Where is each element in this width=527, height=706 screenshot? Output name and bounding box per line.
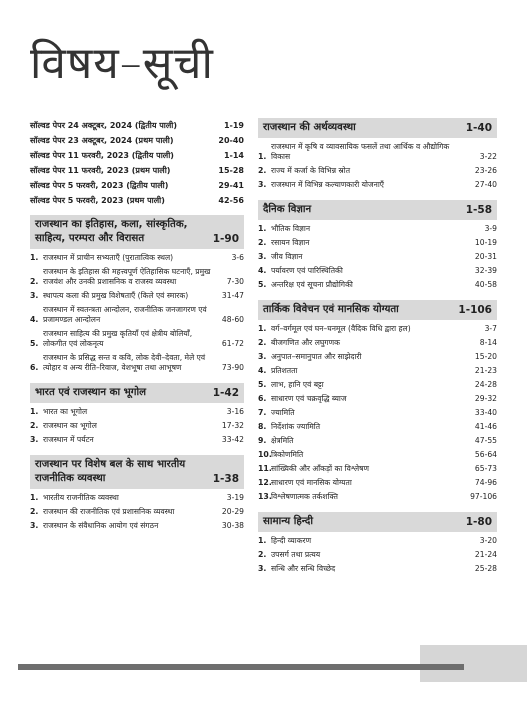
item-title: साधारण एवं चक्रवृद्धि ब्याज — [271, 394, 347, 403]
item-number: 13. — [258, 492, 272, 501]
item-number: 3. — [258, 352, 267, 361]
toc-section — [258, 300, 497, 505]
toc-item[interactable] — [30, 290, 244, 304]
item-number: 12. — [258, 478, 272, 487]
item-number: 3. — [30, 435, 39, 444]
section-header[interactable] — [30, 455, 244, 489]
section-title: तार्किक विवेचन एवं मानसिक योग्यता — [263, 304, 399, 315]
toc-item[interactable] — [30, 266, 244, 290]
toc-item[interactable] — [258, 563, 497, 577]
item-number: 9. — [258, 436, 267, 445]
toc-item[interactable] — [258, 265, 497, 279]
item-pages: 33-40 — [474, 408, 497, 417]
item-pages: 3-20 — [479, 536, 497, 545]
toc-item[interactable] — [258, 435, 497, 449]
item-number: 1. — [258, 152, 267, 161]
item-title: भारत का भूगोल — [43, 407, 88, 416]
toc-item[interactable] — [258, 279, 497, 293]
item-number: 2. — [30, 421, 39, 430]
item-number: 5. — [30, 339, 39, 348]
item-title: राजस्थान में विभिन्न कल्याणकारी योजनाएँ — [271, 180, 384, 189]
item-title: भारतीय राजनीतिक व्यवस्था — [43, 493, 119, 502]
right-sections — [258, 118, 497, 577]
toc-item[interactable] — [258, 165, 497, 179]
item-number: 1. — [258, 224, 267, 233]
item-pages: 20-29 — [221, 507, 244, 516]
toc-section — [30, 215, 244, 376]
item-pages: 30-38 — [221, 521, 244, 530]
item-number: 10. — [258, 450, 272, 459]
item-title: वर्ग–वर्गमूल एवं घन–घनमूल (वैदिक विधि द्वारा हल) — [271, 324, 411, 333]
toc-item[interactable] — [30, 304, 244, 328]
item-pages: 40-58 — [474, 280, 497, 289]
toc-item[interactable] — [258, 491, 497, 505]
paper-entry[interactable] — [30, 178, 244, 193]
paper-label: सॉल्वड पेपर 24 अक्टूबर, 2024 (द्वितीय पाली) — [30, 121, 178, 130]
toc-item[interactable] — [30, 352, 244, 376]
left-column — [30, 118, 244, 541]
item-pages: 32-39 — [474, 266, 497, 275]
toc-item[interactable] — [258, 179, 497, 193]
section-pages: 1-38 — [212, 473, 239, 485]
item-number: 3. — [258, 252, 267, 261]
item-title: राजस्थान के संवैधानिक आयोग एवं संगठन — [43, 521, 159, 530]
item-title: राजस्थान की राजनीतिक एवं प्रशासनिक व्यवस्था — [43, 507, 175, 516]
item-number: 3. — [258, 564, 267, 573]
section-items — [30, 403, 244, 448]
item-title: स्थापत्य कला की प्रमुख विशेषताएँ (किले एवं स्मारक) — [43, 291, 189, 300]
toc-item[interactable] — [30, 252, 244, 266]
item-pages: 56-64 — [474, 450, 497, 459]
paper-entry[interactable] — [30, 118, 244, 133]
item-number: 2. — [258, 166, 267, 175]
toc-item[interactable] — [258, 223, 497, 237]
item-number: 1. — [30, 407, 39, 416]
item-pages: 33-42 — [221, 435, 244, 444]
item-number: 5. — [258, 380, 267, 389]
item-pages: 3-16 — [226, 407, 244, 416]
item-title: राजस्थान साहित्य की प्रमुख कृतियाँ एवं क्षेत्रीय बोलियाँ, लोकगीत एवं लोकनृत्य — [43, 329, 193, 348]
item-pages: 23-26 — [474, 166, 497, 175]
item-number: 1. — [30, 493, 39, 502]
item-title: राजस्थान में पर्यटन — [43, 435, 94, 444]
toc-section — [258, 512, 497, 577]
item-title: अन्तरिक्ष एवं सूचना प्रौद्योगिकी — [271, 280, 353, 289]
toc-item[interactable] — [258, 337, 497, 351]
toc-item[interactable] — [258, 323, 497, 337]
item-title: राजस्थान का भूगोल — [43, 421, 97, 430]
item-pages: 10-19 — [474, 238, 497, 247]
item-number: 8. — [258, 422, 267, 431]
item-pages: 3-19 — [226, 493, 244, 502]
item-title: पर्यावरण एवं पारिस्थितिकी — [271, 266, 343, 275]
item-title: राजस्थान के प्रसिद्ध सन्त व कवि, लोक देवी–देवता, मेले एवं त्योहार व अन्य रीति–रिवाज, वेशभूषा तथा आभूषण — [43, 353, 206, 372]
item-pages: 97-106 — [470, 492, 497, 501]
section-header[interactable] — [258, 512, 497, 532]
left-sections — [30, 215, 244, 534]
item-title: विश्लेषणात्मक तर्कशक्ति — [271, 492, 338, 501]
section-header[interactable] — [30, 215, 244, 249]
toc-item[interactable] — [258, 407, 497, 421]
item-title: हिन्दी व्याकरण — [271, 536, 312, 545]
item-number: 2. — [258, 238, 267, 247]
item-title: त्रिकोणमिति — [271, 450, 304, 459]
item-number: 1. — [30, 253, 39, 262]
section-pages: 1-42 — [212, 387, 239, 399]
item-pages: 8-14 — [479, 338, 497, 347]
paper-entry[interactable] — [30, 133, 244, 148]
toc-item[interactable] — [258, 251, 497, 265]
item-number: 4. — [30, 315, 39, 324]
section-title: राजस्थान की अर्थव्यवस्था — [263, 122, 356, 133]
item-number: 7. — [258, 408, 267, 417]
toc-section — [258, 200, 497, 293]
item-title: अनुपात–समानुपात और साझेदारी — [271, 352, 362, 361]
item-pages: 3-22 — [479, 152, 497, 161]
toc-item[interactable] — [258, 421, 497, 435]
toc-item[interactable] — [258, 449, 497, 463]
toc-section — [30, 455, 244, 534]
item-title: ज्यामिति — [271, 408, 295, 417]
item-pages: 29-32 — [474, 394, 497, 403]
item-pages: 74-96 — [474, 478, 497, 487]
item-number: 6. — [30, 363, 39, 372]
item-number: 5. — [258, 280, 267, 289]
item-pages: 15-20 — [474, 352, 497, 361]
toc-item[interactable] — [30, 434, 244, 448]
section-items — [30, 249, 244, 376]
item-number: 4. — [258, 366, 267, 375]
section-pages: 1-58 — [465, 204, 492, 216]
section-title: राजस्थान का इतिहास, कला, सांस्कृतिक, साहित्य, परम्परा और विरासत — [35, 219, 188, 244]
section-items — [258, 138, 497, 193]
toc-item[interactable] — [30, 520, 244, 534]
item-title: सन्धि और सन्धि विच्छेद — [271, 564, 336, 573]
item-number: 11. — [258, 464, 272, 473]
item-pages: 7-30 — [226, 277, 244, 286]
section-title: भारत एवं राजस्थान का भूगोल — [35, 387, 147, 398]
paper-entry[interactable] — [30, 163, 244, 178]
paper-pages: 29-41 — [218, 181, 244, 190]
item-title: प्रतिशतता — [271, 366, 298, 375]
item-number: 2. — [30, 507, 39, 516]
section-header[interactable] — [258, 118, 497, 138]
paper-label: सॉल्वड पेपर 11 फरवरी, 2023 (द्वितीय पाली) — [30, 151, 174, 160]
item-title: साधारण एवं मानसिक योग्यता — [271, 478, 352, 487]
paper-pages: 15-28 — [218, 166, 244, 175]
item-number: 2. — [258, 550, 267, 559]
item-title: लाभ, हानि एवं बट्टा — [271, 380, 324, 389]
toc-item[interactable] — [30, 420, 244, 434]
item-number: 3. — [30, 521, 39, 530]
toc-item[interactable] — [30, 506, 244, 520]
item-title: निर्देशांक ज्यामिति — [271, 422, 321, 431]
paper-pages: 1-19 — [223, 121, 244, 130]
toc-item[interactable] — [258, 237, 497, 251]
section-items — [258, 220, 497, 293]
item-pages: 3-7 — [484, 324, 497, 333]
paper-label: सॉल्वड पेपर 11 फरवरी, 2023 (प्रथम पाली) — [30, 166, 171, 175]
toc-section — [30, 383, 244, 448]
section-title: राजस्थान पर विशेष बल के साथ भारतीय राजनीतिक व्यवस्था — [35, 459, 186, 484]
item-number: 2. — [30, 277, 39, 286]
paper-label: सॉल्वड पेपर 5 फरवरी, 2023 (प्रथम पाली) — [30, 196, 165, 205]
paper-pages: 20-40 — [218, 136, 244, 145]
item-pages: 25-28 — [474, 564, 497, 573]
toc-item[interactable] — [30, 492, 244, 506]
paper-label: सॉल्वड पेपर 23 अक्टूबर, 2024 (प्रथम पाली) — [30, 136, 174, 145]
section-pages: 1-106 — [458, 304, 492, 316]
item-title: बीजगणित और लघुगणक — [271, 338, 340, 347]
item-number: 2. — [258, 338, 267, 347]
item-pages: 17-32 — [221, 421, 244, 430]
item-pages: 20-31 — [474, 252, 497, 261]
toc-section — [258, 118, 497, 193]
item-number: 6. — [258, 394, 267, 403]
item-title: भौतिक विज्ञान — [271, 224, 311, 233]
item-title: जीव विज्ञान — [271, 252, 303, 261]
item-pages: 24-28 — [474, 380, 497, 389]
item-pages: 73-90 — [221, 363, 244, 372]
section-pages: 1-40 — [465, 122, 492, 134]
item-title: राजस्थान में स्वतन्त्रता आन्दोलन, राजनीतिक जनजागरण एवं प्रजामण्डल आन्दोलन — [43, 305, 207, 324]
item-pages: 48-60 — [221, 315, 244, 324]
section-header[interactable] — [30, 383, 244, 403]
paper-entry[interactable] — [30, 148, 244, 163]
item-title: सांख्यिकी और आँकड़ों का विश्लेषण — [271, 464, 370, 473]
toc-item[interactable] — [30, 328, 244, 352]
item-pages: 31-47 — [221, 291, 244, 300]
item-number: 1. — [258, 536, 267, 545]
section-title: सामान्य हिन्दी — [263, 516, 313, 527]
item-title: राजस्थान के इतिहास की महत्त्वपूर्ण ऐतिहासिक घटनाएँ, प्रमुख राजवंश और उनकी प्रशासनिक व राजस्व व्यवस्था — [43, 267, 211, 286]
paper-entry[interactable] — [30, 193, 244, 208]
item-pages: 3-6 — [231, 253, 244, 262]
item-number: 4. — [258, 266, 267, 275]
section-header[interactable] — [258, 300, 497, 320]
item-number: 3. — [258, 180, 267, 189]
item-number: 1. — [258, 324, 267, 333]
item-pages: 65-73 — [474, 464, 497, 473]
paper-label: सॉल्वड पेपर 5 फरवरी, 2023 (द्वितीय पाली) — [30, 181, 169, 190]
toc-item[interactable] — [258, 535, 497, 549]
toc-item[interactable] — [258, 141, 497, 165]
toc-item[interactable] — [258, 463, 497, 477]
toc-item[interactable] — [30, 406, 244, 420]
item-title: राजस्थान में कृषि व व्यावसायिक फसलें तथा आर्थिक व औद्योगिक विकास — [271, 142, 450, 161]
section-pages: 1-90 — [212, 233, 239, 245]
toc-item[interactable] — [258, 393, 497, 407]
section-header[interactable] — [258, 200, 497, 220]
paper-pages: 42-56 — [218, 196, 244, 205]
item-title: रसायन विज्ञान — [271, 238, 310, 247]
item-pages: 27-40 — [474, 180, 497, 189]
item-title: राज्य में कर्जा के विभिन्न स्रोत — [271, 166, 351, 175]
section-title: दैनिक विज्ञान — [263, 204, 312, 215]
section-items — [258, 320, 497, 505]
footer-bar — [18, 664, 464, 670]
item-title: उपसर्ग तथा प्रत्यय — [271, 550, 321, 559]
section-pages: 1-80 — [465, 516, 492, 528]
toc-item[interactable] — [258, 549, 497, 563]
item-pages: 61-72 — [221, 339, 244, 348]
section-items — [30, 489, 244, 534]
item-pages: 47-55 — [474, 436, 497, 445]
page-title: विषय–सूची — [30, 38, 214, 89]
right-column — [258, 118, 497, 584]
solved-papers-list — [30, 118, 244, 208]
toc-item[interactable] — [258, 365, 497, 379]
item-pages: 21-23 — [474, 366, 497, 375]
toc-item[interactable] — [258, 379, 497, 393]
item-number: 3. — [30, 291, 39, 300]
item-pages: 21-24 — [474, 550, 497, 559]
item-title: क्षेत्रमिति — [271, 436, 294, 445]
section-items — [258, 532, 497, 577]
item-pages: 3-9 — [484, 224, 497, 233]
paper-pages: 1-14 — [223, 151, 244, 160]
item-title: राजस्थान में प्राचीन सभ्यताएँ (पुरातात्विक स्थल) — [43, 253, 174, 262]
item-pages: 41-46 — [474, 422, 497, 431]
toc-item[interactable] — [258, 351, 497, 365]
toc-item[interactable] — [258, 477, 497, 491]
